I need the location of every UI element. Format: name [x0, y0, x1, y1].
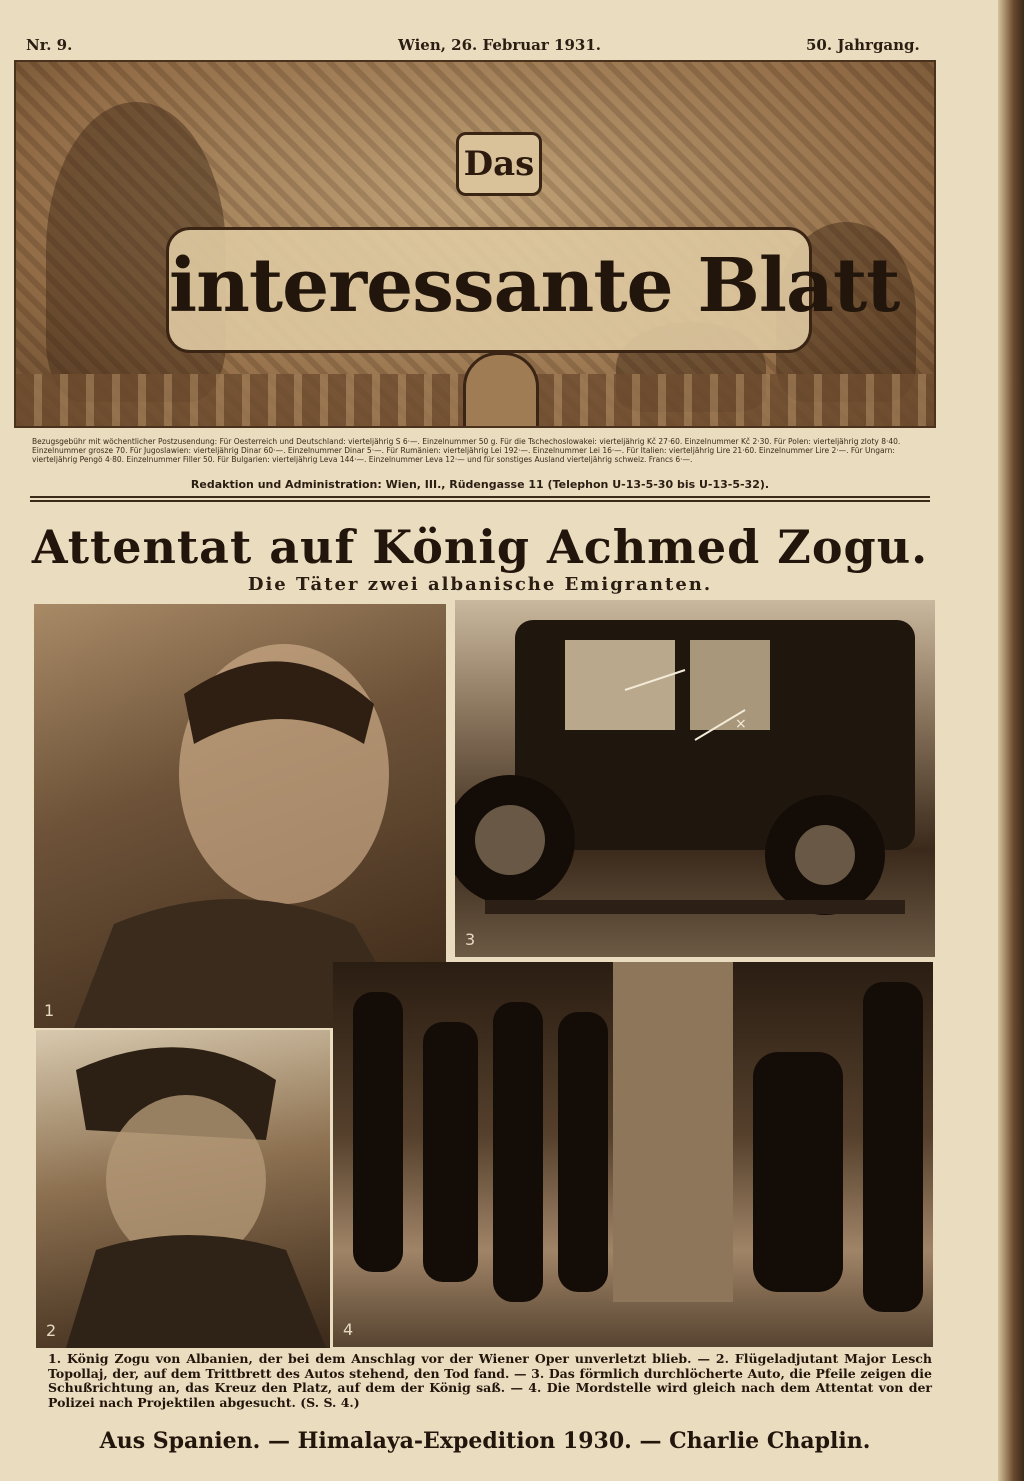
svg-text:×: ×	[735, 716, 747, 732]
masthead-illustration	[14, 60, 936, 428]
photo-caption: 1. König Zogu von Albanien, der bei dem Anschlag vor der Wiener Oper unverletzt blieb. — 2. Flügeladjutant Major Lesch Topollaj, der, auf dem Trittbrett des Autos stehend, den Tod fand. — 3. Das förmlich durchlöcherte Auto, die Pfeile zeigen die Schußrichtung an, das Kreuz den Platz, auf dem der König saß. — 4. Die Mordstelle wird gleich nach dem Attentat von der Polizei nach Projektilen abgesucht. (S. S. 4.)	[48, 1351, 932, 1410]
footer-teaser: Aus Spanien. — Himalaya-Expedition 1930. — Charlie Chaplin.	[99, 1428, 871, 1454]
issue-number: Nr. 9.	[26, 36, 73, 54]
headline: Attentat auf König Achmed Zogu.	[31, 520, 929, 574]
divider	[30, 500, 930, 502]
masthead-title: interessante Blatt	[166, 227, 812, 353]
photo-number: 4	[343, 1320, 354, 1339]
photo-number: 2	[46, 1321, 57, 1340]
car-silhouette	[455, 600, 935, 957]
masthead-face-ornament	[463, 352, 539, 428]
date-line: Wien, 26. Februar 1931.	[398, 36, 601, 54]
photo-number: 3	[465, 930, 476, 949]
redaktion-line: Redaktion und Administration: Wien, III., Rüdengasse 11 (Telephon U-13-5-30 bis U-13-5-32).	[190, 478, 770, 491]
issue-line	[26, 36, 926, 56]
volume: 50. Jahrgang.	[806, 36, 920, 54]
subheadline: Die Täter zwei albanische Emigranten.	[247, 574, 713, 595]
scene-silhouette	[333, 962, 933, 1347]
subscription-info: Bezugsgebühr mit wöchentlicher Postzusendung: Für Oesterreich und Deutschland: vierteljährig S 6·—. Einzelnummer 50 g. Für die Tschechoslowakei: vierteljährig Kč 27·60. Einzelnummer Kč 2·30. Für Polen: vierteljährig zloty 8·40. Einzelnummer grosze 70. Für Jugoslawien: vierteljährig Dinar 60·—. Einzelnummer Dinar 5·—. Für Rumänien: vierteljährig Lei 192·—. Einzelnummer Lei 16·—. Für Italien: vierteljährig Lire 21·60. Einzelnummer Lire 2·—. Für Ungarn: vierteljährig Pengö 4·80. Einzelnummer Filler 50. Für Bulgarien: vierteljährig Leva 144·—. Einzelnummer Leva 12·— und für sonstiges Ausland vierteljährig schweiz. Francs 6·—.	[32, 437, 901, 464]
photo-major-topollaj	[36, 1030, 330, 1348]
binding-spine	[998, 0, 1024, 1481]
masthead-das: Das	[456, 132, 542, 196]
photo-number: 1	[44, 1001, 55, 1020]
photo-damaged-car	[455, 600, 935, 957]
portrait-silhouette	[36, 1030, 330, 1348]
divider	[30, 496, 930, 498]
photo-police-search	[333, 962, 933, 1347]
